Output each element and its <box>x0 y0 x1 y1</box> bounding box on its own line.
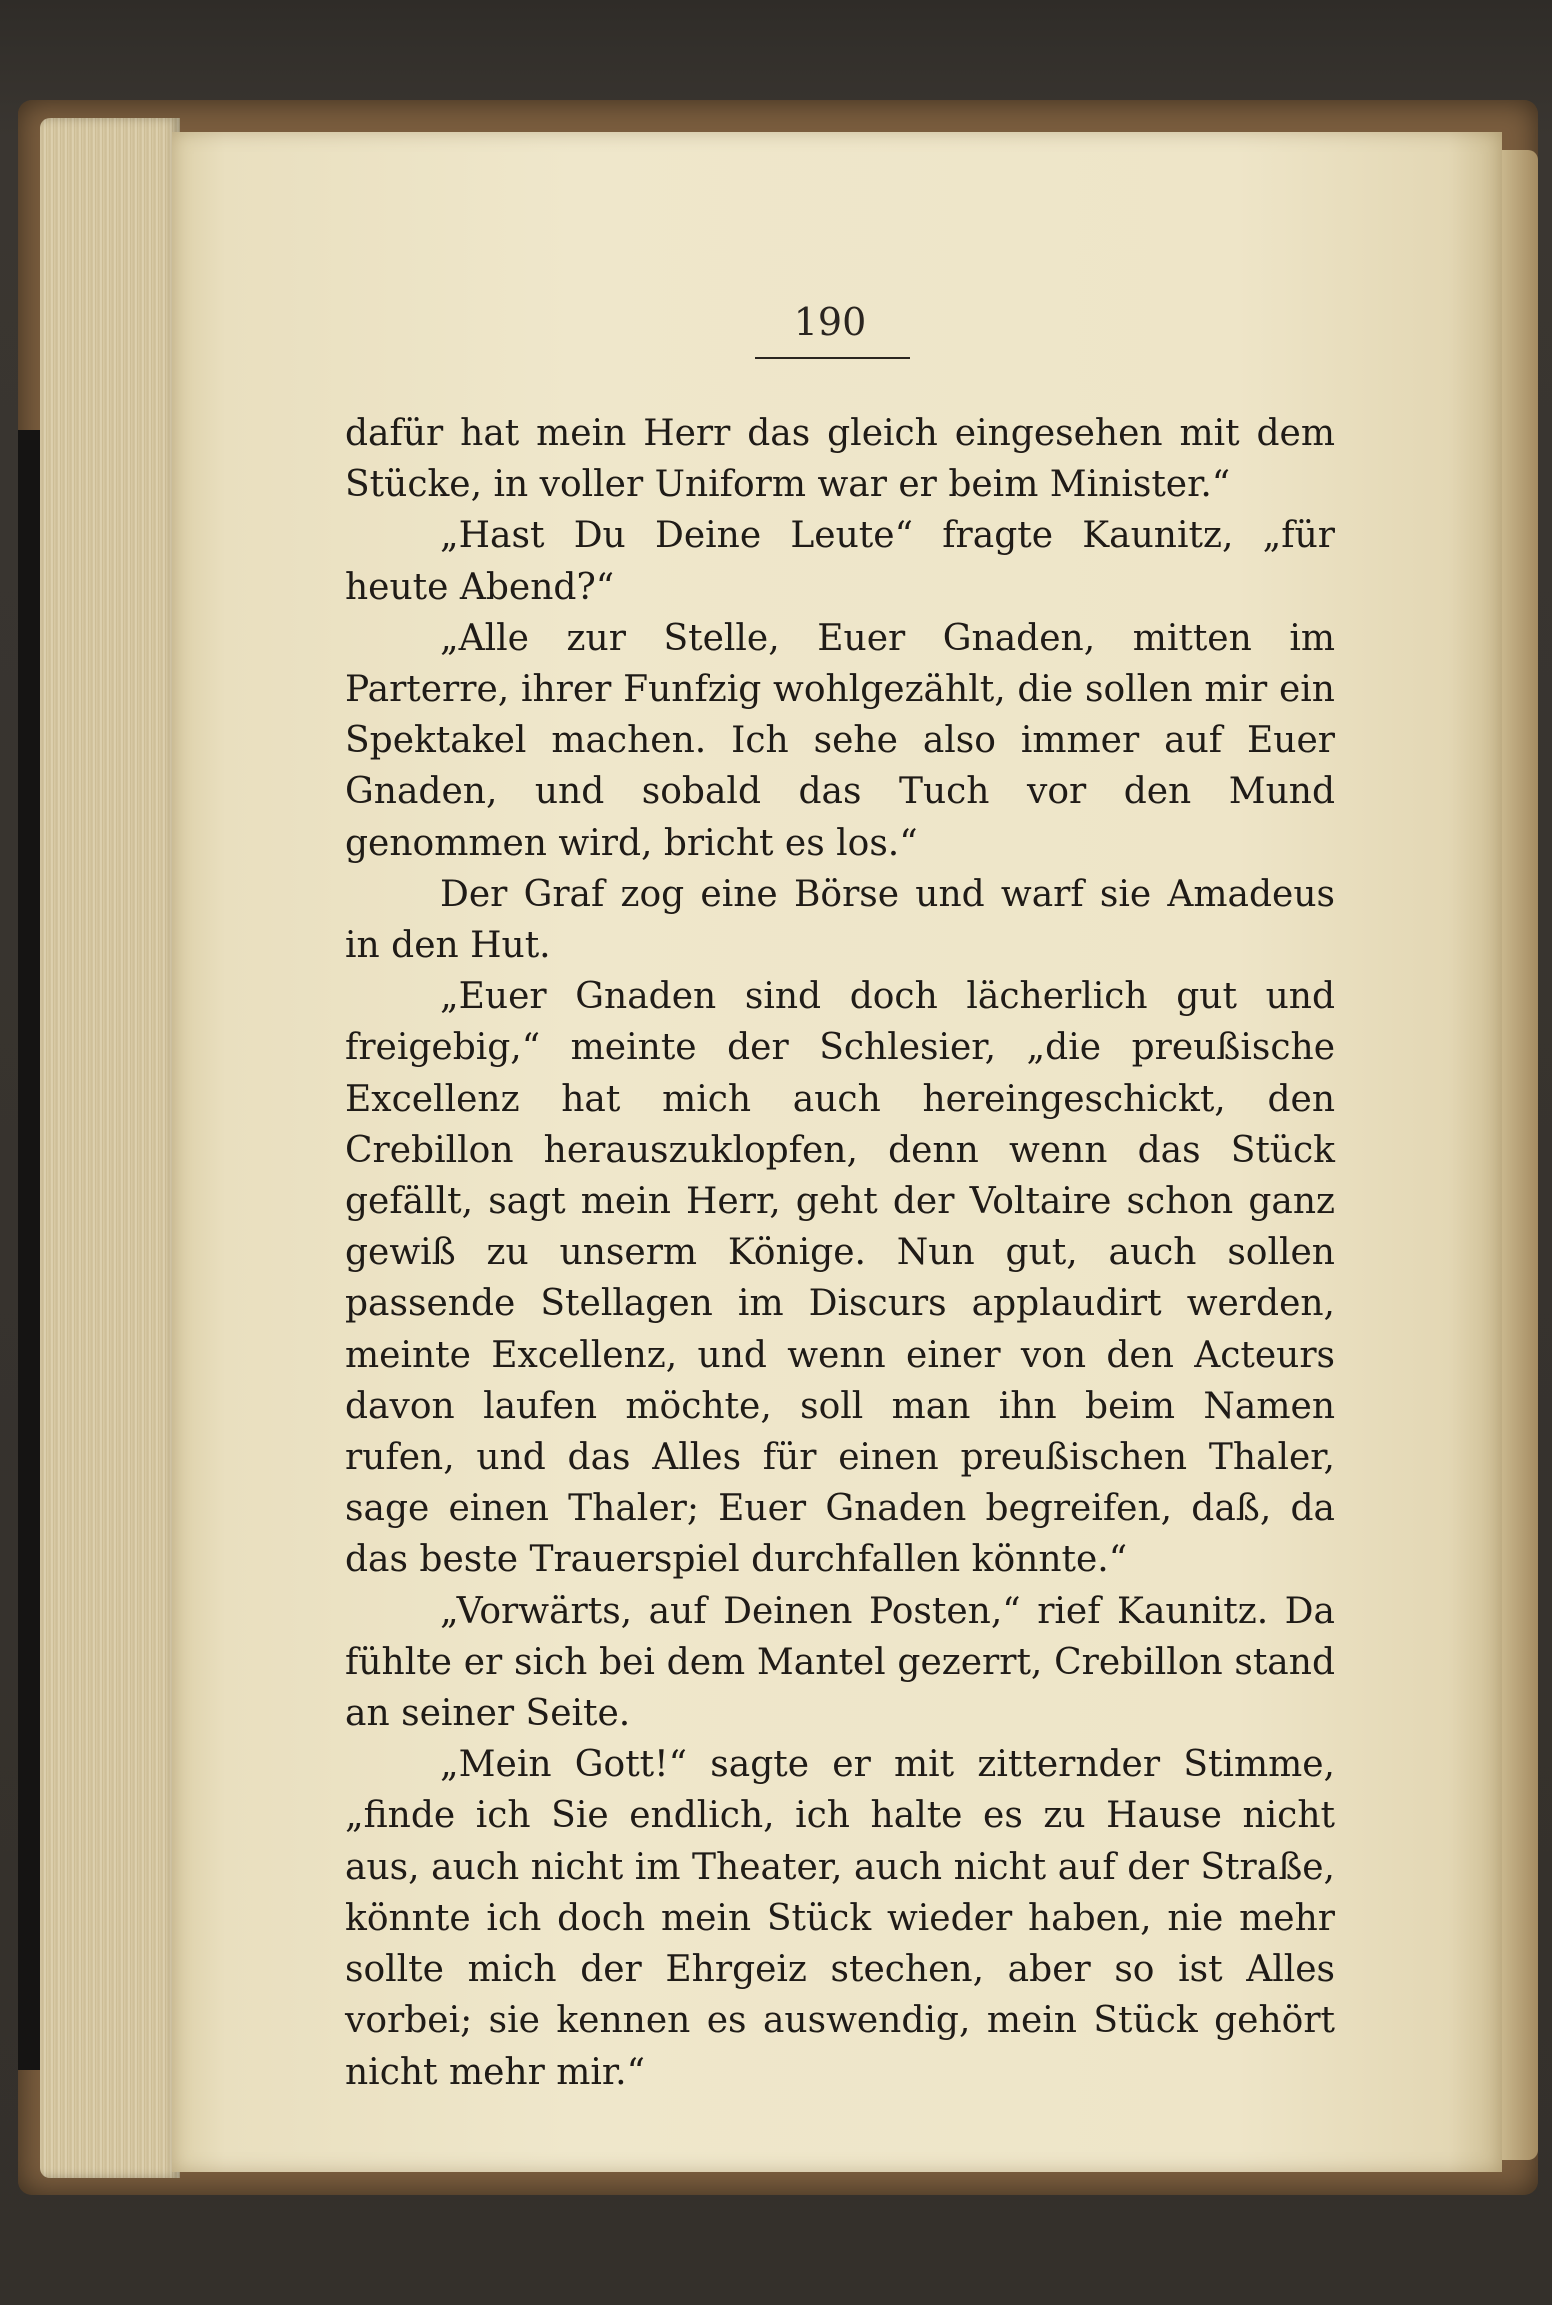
paragraph: „Euer Gnaden sind doch lächerlich gut und freigebig,“ meinte der Schlesier, „die preußische Excellenz hat mich auch hereingeschickt, den Crebillon herauszuklopfen, denn wenn das Stück gefällt, sagt mein Herr, geht der Voltaire schon ganz gewiß zu unserm Könige. Nun gut, auch sollen passende Stellagen im Discurs applaudirt werden, meinte Excellenz, und wenn einer von den Acteurs davon laufen möchte, soll man ihn beim Namen rufen, und das Alles für einen preußischen Thaler, sage einen Thaler; Euer Gnaden begreifen, daß, da das beste Trauerspiel durchfallen könnte.“ <box>345 976 1335 1581</box>
page-number: 190 <box>793 300 867 344</box>
paragraph: „Mein Gott!“ sagte er mit zitternder Stimme, „finde ich Sie endlich, ich halte es zu Hause nicht aus, auch nicht im Theater, auch nicht auf der Straße, könnte ich doch mein Stück wieder haben, nie mehr sollte mich der Ehrgeiz stechen, aber so ist Alles vorbei; sie kennen es auswendig, mein Stück gehört nicht mehr mir.“ <box>345 1744 1335 2093</box>
body-text <box>345 408 1335 2098</box>
paragraph: „Alle zur Stelle, Euer Gnaden, mitten im Parterre, ihrer Funfzig wohlgezählt, die sollen mir ein Spektakel machen. Ich sehe also immer auf Euer Gnaden, und sobald das Tuch vor den Mund genommen wird, bricht es los.“ <box>345 617 1335 864</box>
paragraph: „Hast Du Deine Leute“ fragte Kaunitz, „für heute Abend?“ <box>345 515 1335 608</box>
paragraph: Der Graf zog eine Börse und warf sie Amadeus in den Hut. <box>345 873 1335 967</box>
page-edges <box>40 118 180 2178</box>
paragraph: dafür hat mein Herr das gleich eingesehen mit dem Stücke, in voller Uniform war er beim Minister.“ <box>345 413 1335 506</box>
paragraph: „Vorwärts, auf Deinen Posten,“ rief Kaunitz. Da fühlte er sich bei dem Mantel gezerrt, Crebillon stand an seiner Seite. <box>345 1590 1335 1735</box>
gutter <box>1502 150 1538 2160</box>
page-number-rule <box>755 357 910 359</box>
